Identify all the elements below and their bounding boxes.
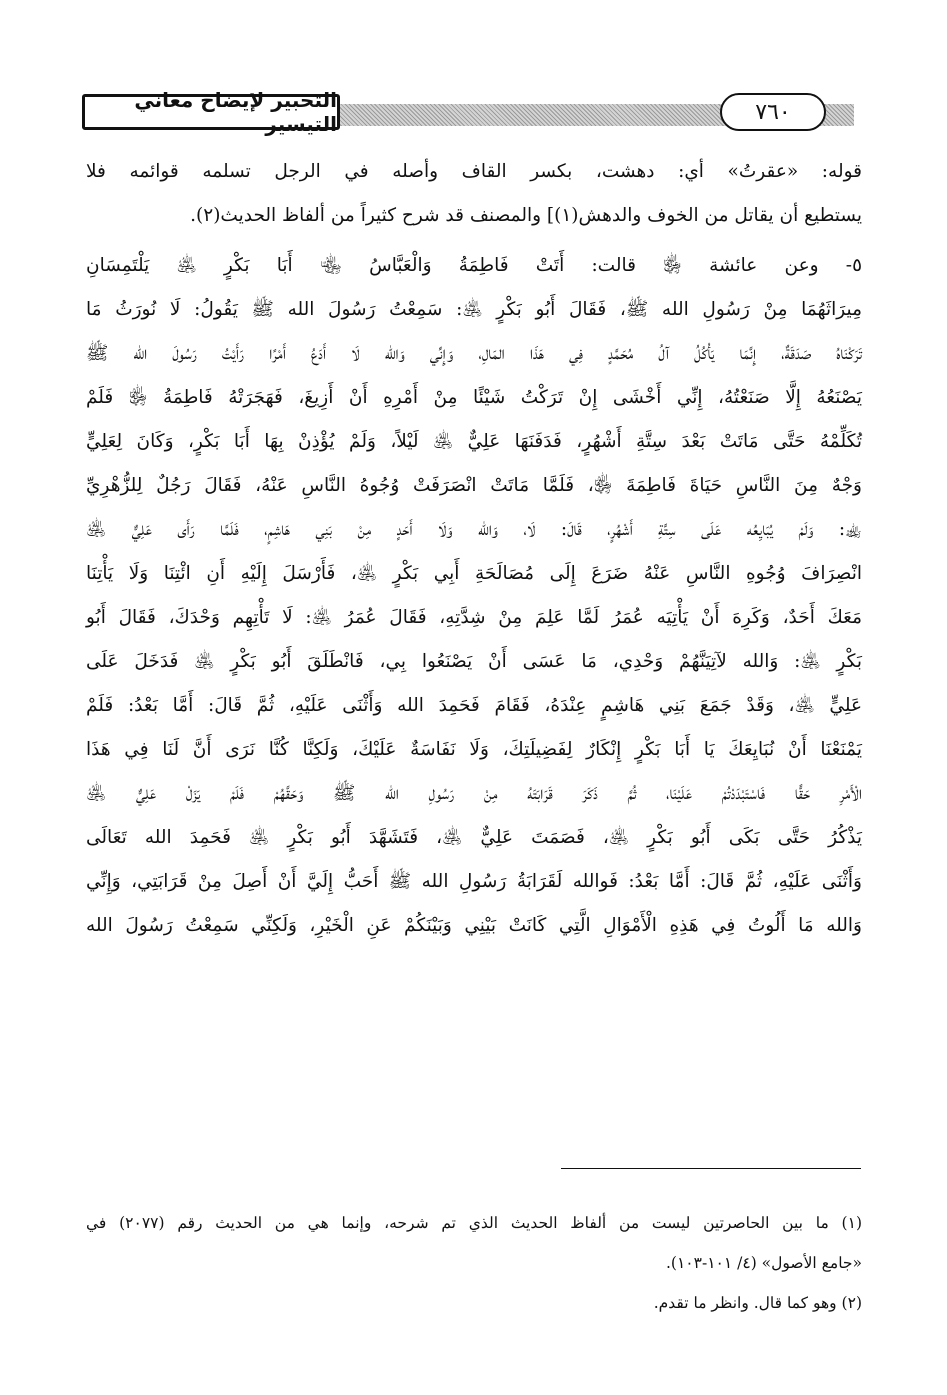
- text-line-10: انْصِرَافَ وُجُوهِ النَّاسِ عَنْهُ ضَرَعَ إِلَى مُصَالَحَةِ أَبِي بَكْرٍ ﵁، فَأَرْسَلَ إِلَيْهِ أَنِ ائْتِنَا وَلَا يَأْتِنَا: [86, 563, 862, 584]
- footnote-2: (٢) وهو كما قال. وانظر ما تقدم.: [653, 1294, 862, 1312]
- footnotes: [86, 1200, 862, 1326]
- page-number: ٧٦٠: [720, 93, 826, 131]
- text-line-3: ٥- وعن عائشة ﵂ قالت: أَتَتْ فَاطِمَةُ وَالْعَبَّاسُ ﵄ أَبَا بَكْرٍ ﵁ يَلْتَمِسَانِ: [86, 255, 862, 276]
- text-line-4: مِيرَاثَهُمَا مِنْ رَسُولِ الله ﷺ، فَقَالَ أَبُو بَكْرٍ ﵁: سَمِعْتُ رَسُولَ الله ﷺ يَقُولُ: لَا نُورَثُ مَا: [86, 299, 862, 320]
- text-line-2: يستطيع أن يقاتل من الخوف والدهش(١)] والمصنف قد شرح كثيراً من ألفاظ الحديث(٢).: [190, 205, 862, 226]
- text-line-9: ﵀: وَلَمْ يُبَايِعُه عَلَى سِتَّةِ أَشْهُرٍ، قَالَ: لَا، وَالله وَلَا أَحَدٍ مِنْ بَنِي هَاشِمٍ، فَلَمَّا رَأَى عَلِيٌّ ﵁: [86, 519, 862, 540]
- book-title: التحبير لإيضاح معاني التيسير: [82, 94, 340, 130]
- text-line-17: وَأَثْنَى عَلَيْهِ، ثُمَّ قَالَ: أَمَّا بَعْدُ: فَوالله لَقَرَابَةُ رَسُولِ الله ﷺ أَحَبُّ إِلَيَّ أَنْ أَصِلَ مِنْ قَرَابَتِي، وَإِنِّي: [86, 871, 862, 892]
- footnote-1-continuation: «جامع الأصول» (٤/ ١٠١-١٠٣).: [666, 1254, 862, 1272]
- text-line-11: مَعَكَ أَحَدٌ، وَكَرِهَ أَنْ يَأْتِيَه عُمَرُ لَمَّا عَلِمَ مِنْ شِدَّتِهِ، فَقَالَ عُمَرُ ﵁: لَا تَأْتِهِم وَحْدَكَ، فَقَالَ أَبُو: [86, 607, 862, 628]
- footnote-divider: [561, 1168, 861, 1169]
- text-line-8: وَجْهٌ مِنَ النَّاسِ حَيَاةَ فَاطِمَةَ ﵂، فَلَمَّا مَاتَتْ انْصَرَفَتْ وُجُوهُ النَّاسِ عَنْهُ، فَقَالَ رَجُلٌ لِلزُّهْرِيِّ: [86, 475, 862, 496]
- text-line-5: تَرَكْنَاهُ صَدَقَةٌ، إِنَّمَا يَأْكُلُ آلُ مُحَمَّدٍ فِي هَذَا المَالِ، وَإِنِّي وَالله لَا أَدَعُ أَمْرًا رَأَيْتُ رَسُولَ الله ﷺ: [86, 343, 862, 364]
- main-text: [86, 150, 862, 948]
- text-line-7: تُكَلِّمْهُ حَتَّى مَاتَتْ بَعْدَ سِتَّةِ أَشْهُرٍ، فَدَفَنَهَا عَلِيٌّ ﵁ لَيْلاً، وَلَمْ يُؤْذِنْ بِهَا أَبَا بَكْرٍ، وَكَانَ لِعَلِيٍّ: [86, 431, 862, 452]
- text-line-14: يَمْنَعْنَا أَنْ نُبَايِعَكَ يَا أَبَا بَكْرٍ إِنْكَارٌ لِفَضِيلَتِكَ، وَلَا نَفَاسَةٌ عَلَيْكَ، وَلَكِنَّا كُنَّا نَرَى أَنَّ لَنَا فِي هَذَا: [86, 739, 862, 760]
- text-line-16: يَذْكُرُ حَتَّى بَكَى أَبُو بَكْرٍ ﵁، فَصَمَتَ عَلِيٌّ ﵁، فَتَشَهَّدَ أَبُو بَكْرٍ ﵁ فَحَمِدَ الله تَعَالَى: [86, 827, 862, 848]
- text-line-1: قوله: «عقرتُ» أي: دهشت، بكسر القاف وأصله في الرجل تسلمه قوائمه فلا: [86, 161, 862, 182]
- page-header: [82, 88, 854, 136]
- footnote-1: (١) ما بين الحاصرتين ليست من ألفاظ الحديث الذي تم شرحه، وإنما هي من الحديث رقم (٢٠٧٧) في: [86, 1214, 862, 1232]
- text-line-15: الْأَمْرِ حَقًّا فَاسْتَبْدَدْتُمْ عَلَيْنَا، ثُمَّ ذَكَرَ قَرَابَتَهُ مِنْ رَسُولِ الله ﷺ وَحَقَّهُمْ فَلَمْ يَزَلْ عَلِيٌّ ﵁: [86, 783, 862, 804]
- text-line-13: عَلِيٍّ ﵁، وَقَدْ جَمَعَ بَنِي هَاشِمٍ عِنْدَهُ، فَقَامَ فَحَمِدَ الله وَأَثْنَى عَلَيْهِ، ثُمَّ قَالَ: أَمَّا بَعْدُ: فَلَمْ: [86, 695, 862, 716]
- text-line-12: بَكْرٍ ﵁: وَالله لآتِيَنَّهُمْ وَحْدِي، مَا عَسَى أَنْ يَصْنَعُوا بِي، فَانْطَلَقَ أَبُو بَكْرٍ ﵁ فَدَخَلَ عَلَى: [86, 651, 862, 672]
- text-line-6: يَصْنَعُهُ إِلَّا صَنَعْتُهُ، إِنِّي أَخْشَى إِنْ تَرَكْتُ شَيْئًا مِنْ أَمْرِهِ أَنْ أَزِيغَ، فَهَجَرَتْهُ فَاطِمَةُ ﵂ فَلَمْ: [86, 387, 862, 408]
- text-line-18: وَالله مَا أَلُوتُ فِي هَذِهِ الْأَمْوَالِ الَّتِي كَانَتْ بَيْنِي وَبَيْنَكُمْ عَنِ الْخَيْرِ، وَلَكِنِّي سَمِعْتُ رَسُولَ الله: [86, 915, 862, 936]
